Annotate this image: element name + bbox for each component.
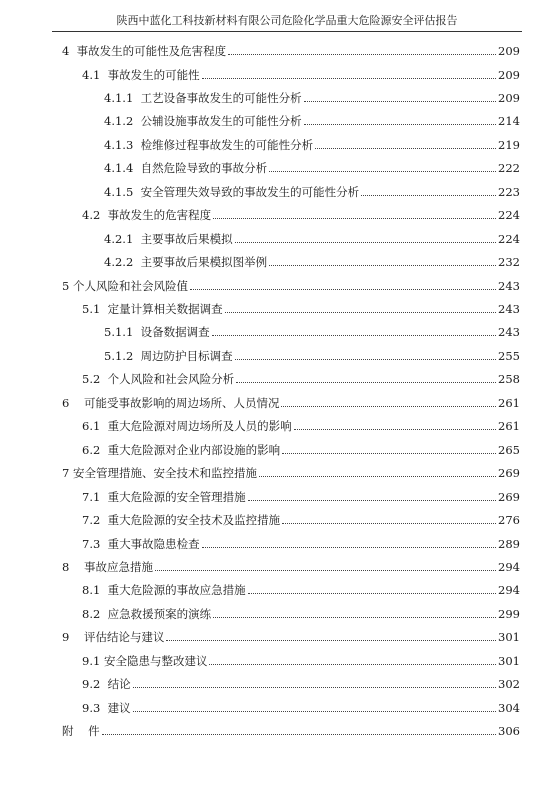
toc-entry-number: 8.1	[82, 583, 101, 598]
toc-entry-number: 附	[62, 724, 74, 738]
toc-entry-page-number: 243	[498, 278, 520, 293]
toc-entry-number: 4.1.2	[104, 114, 134, 129]
toc-entry[interactable]	[82, 653, 520, 669]
toc-entry-page-number: 222	[498, 161, 520, 176]
toc-entry-page-number: 209	[498, 44, 520, 58]
toc-dot-leader	[213, 218, 496, 219]
toc-dot-leader	[228, 54, 496, 55]
toc-entry[interactable]	[82, 301, 520, 317]
toc-entry-title: 应急救援预案的演练	[107, 606, 212, 621]
toc-entry-title: 建议	[107, 700, 131, 715]
toc-entry-number: 5.1	[82, 301, 101, 316]
toc-entry-number: 4.1.1	[104, 90, 134, 105]
toc-entry-title: 件	[88, 724, 100, 738]
toc-entry-spacer	[100, 207, 107, 223]
toc-entry[interactable]	[82, 418, 520, 434]
toc-dot-leader	[225, 312, 496, 313]
toc-entry-title: 检维修过程事故发生的可能性分析	[140, 137, 314, 152]
toc-entry-spacer	[133, 254, 140, 270]
toc-entry-title: 主要事故后果模拟	[140, 231, 233, 246]
toc-dot-leader	[269, 265, 496, 266]
toc-entry[interactable]	[82, 536, 520, 552]
toc-entry-page-number: 209	[498, 67, 520, 82]
toc-entry-spacer	[100, 371, 107, 387]
toc-entry-number: 4.1.3	[104, 137, 134, 152]
toc-entry-title: 自然危险导致的事故分析	[140, 161, 268, 176]
toc-entry-title: 结论	[107, 677, 131, 692]
toc-entry-page-number: 299	[498, 606, 520, 621]
toc-entry-spacer	[100, 536, 107, 552]
toc-entry-title: 事故发生的可能性及危害程度	[76, 44, 227, 58]
toc-entry-page-number: 258	[498, 372, 520, 387]
toc-entry-page-number: 265	[498, 442, 520, 457]
toc-entry[interactable]	[104, 113, 520, 129]
toc-entry-number: 9.2	[82, 677, 101, 692]
toc-entry-page-number: 214	[498, 114, 520, 129]
toc-entry-title: 周边防护目标调查	[140, 348, 233, 363]
toc-entry-page-number: 269	[498, 489, 520, 504]
toc-entry-page-number: 289	[498, 536, 520, 551]
toc-dot-leader	[202, 547, 496, 548]
toc-entry-title: 安全隐患与整改建议	[103, 653, 208, 668]
toc-entry-number: 4.2.1	[104, 231, 134, 246]
toc-entry-title: 事故应急措施	[83, 559, 153, 574]
toc-dot-leader	[259, 476, 496, 477]
toc-dot-leader	[361, 195, 496, 196]
toc-entry-spacer	[100, 489, 107, 505]
toc-entry-number: 7.3	[82, 536, 101, 551]
toc-entry[interactable]	[82, 489, 520, 505]
toc-entry[interactable]	[82, 207, 520, 223]
toc-entry-title: 重大危险源对企业内部设施的影响	[107, 442, 281, 457]
toc-entry-title: 重大危险源的安全技术及监控措施	[107, 513, 281, 527]
toc-entry[interactable]	[104, 231, 520, 247]
toc-entry[interactable]	[104, 160, 520, 176]
toc-entry-number: 7.1	[82, 489, 101, 504]
toc-entry-page-number: 261	[498, 419, 520, 434]
toc-entry-spacer	[69, 43, 76, 59]
toc-entry-title: 重大事故隐患检查	[107, 536, 200, 551]
toc-entry-page-number: 302	[498, 677, 520, 692]
toc-entry-page-number: 243	[498, 301, 520, 316]
toc-dot-leader	[102, 734, 496, 735]
toc-entry-number: 4.2	[82, 208, 101, 223]
toc-entry-page-number: 294	[498, 559, 520, 574]
toc-entry-page-number: 301	[498, 630, 520, 645]
toc-entry-spacer	[133, 90, 140, 106]
toc-entry[interactable]	[62, 395, 520, 411]
toc-entry-number: 4.1.4	[104, 161, 134, 176]
toc-entry-page-number: 301	[498, 653, 520, 668]
toc-entry-number: 8	[62, 559, 70, 574]
toc-entry-number: 5.2	[82, 372, 101, 387]
toc-dot-leader	[212, 335, 496, 336]
toc-entry-spacer	[133, 324, 140, 340]
toc-entry-spacer	[100, 700, 107, 716]
toc-entry[interactable]	[82, 371, 520, 387]
toc-entry-page-number: 223	[498, 184, 520, 199]
toc-entry[interactable]	[82, 700, 520, 716]
toc-entry-spacer	[100, 512, 107, 528]
toc-entry-number: 6.2	[82, 442, 101, 457]
toc-entry-number: 8.2	[82, 606, 101, 621]
toc-dot-leader	[315, 148, 496, 149]
toc-dot-leader	[282, 453, 496, 454]
toc-entry[interactable]	[104, 137, 520, 153]
toc-dot-leader	[269, 171, 496, 172]
toc-entry-page-number: 224	[498, 208, 520, 223]
toc-entry-number: 7.2	[82, 513, 101, 527]
toc-entry[interactable]	[82, 582, 520, 598]
toc-entry-number: 6.1	[82, 419, 101, 434]
toc-entry[interactable]	[104, 254, 520, 270]
toc-entry-title: 重大危险源的安全管理措施	[107, 489, 246, 504]
toc-dot-leader	[236, 382, 496, 383]
toc-entry-page-number: 304	[498, 700, 520, 715]
toc-dot-leader	[202, 78, 496, 79]
toc-entry-number: 9	[62, 630, 70, 645]
toc-entry-page-number: 224	[498, 231, 520, 246]
toc-entry-number: 5.1.1	[104, 325, 134, 340]
toc-dot-leader	[133, 687, 496, 688]
toc-dot-leader	[209, 664, 496, 665]
toc-entry[interactable]	[82, 606, 520, 622]
toc-entry-page-number: 269	[498, 466, 520, 481]
toc-entry-number: 6	[62, 395, 70, 410]
toc-dot-leader	[304, 101, 496, 102]
toc-dot-leader	[213, 617, 496, 618]
toc-entry-spacer	[133, 113, 140, 129]
toc-entry-title: 安全管理措施、安全技术和监控措施	[72, 466, 257, 481]
toc-entry[interactable]	[62, 559, 520, 575]
toc-entry-spacer	[100, 418, 107, 434]
page-header: 陕西中蓝化工科技新材料有限公司危险化学品重大危险源安全评估报告	[116, 14, 458, 27]
toc-dot-leader	[294, 429, 496, 430]
toc-entry-number: 5	[62, 278, 70, 293]
toc-entry-page-number: 219	[498, 137, 520, 152]
toc-entry-spacer	[100, 582, 107, 598]
toc-dot-leader	[281, 406, 496, 407]
toc-entry-number: 7	[62, 466, 70, 481]
toc-entry-title: 工艺设备事故发生的可能性分析	[140, 90, 302, 105]
toc-entry-spacer	[100, 67, 107, 83]
toc-entry-spacer	[133, 348, 140, 364]
toc-entry-title: 定量计算相关数据调查	[107, 301, 223, 316]
toc-dot-leader	[248, 593, 496, 594]
toc-entry-title: 事故发生的危害程度	[107, 208, 212, 223]
toc-entry-spacer	[133, 231, 140, 247]
toc-entry[interactable]	[62, 278, 520, 294]
toc-dot-leader	[282, 523, 496, 524]
toc-dot-leader	[190, 289, 496, 290]
toc-entry-title: 个人风险和社会风险分析	[107, 372, 235, 387]
toc-dot-leader	[235, 242, 496, 243]
toc-entry-spacer	[133, 184, 140, 200]
toc-entry-title: 重大危险源对周边场所及人员的影响	[107, 419, 292, 434]
toc-entry-page-number: 276	[498, 513, 520, 527]
toc-dot-leader	[304, 124, 496, 125]
toc-entry[interactable]	[104, 184, 520, 200]
toc-entry[interactable]	[62, 629, 520, 645]
toc-entry-spacer	[100, 676, 107, 692]
toc-entry-spacer	[133, 137, 140, 153]
toc-entry-spacer	[100, 301, 107, 317]
toc-entry[interactable]	[104, 90, 520, 106]
toc-entry-page-number: 261	[498, 395, 520, 410]
toc-dot-leader	[133, 711, 496, 712]
toc-entry-spacer	[69, 629, 84, 645]
toc-entry-spacer	[69, 559, 84, 575]
toc-dot-leader	[166, 640, 496, 641]
toc-entry-number: 5.1.2	[104, 348, 134, 363]
toc-entry-page-number: 294	[498, 583, 520, 598]
toc-entry-number: 4.2.2	[104, 255, 134, 269]
toc-entry-title: 主要事故后果模拟图举例	[140, 255, 268, 269]
toc-dot-leader	[235, 359, 496, 360]
toc-entry[interactable]	[62, 465, 520, 481]
toc-entry-page-number: 243	[498, 325, 520, 340]
toc-dot-leader	[248, 500, 496, 501]
toc-entry-title: 设备数据调查	[140, 325, 210, 340]
toc-entry-number: 4	[62, 44, 70, 58]
toc-entry-number: 4.1.5	[104, 184, 134, 199]
toc-entry-title: 安全管理失效导致的事故发生的可能性分析	[140, 184, 360, 199]
toc-entry[interactable]	[62, 43, 520, 59]
toc-entry[interactable]	[82, 67, 520, 83]
toc-entry[interactable]	[104, 348, 520, 364]
toc-entry-title: 事故发生的可能性	[107, 67, 200, 82]
toc-entry-title: 可能受事故影响的周边场所、人员情况	[83, 395, 280, 410]
toc-dot-leader	[155, 570, 496, 571]
toc-entry-title: 个人风险和社会风险值	[72, 278, 188, 293]
toc-entry-spacer	[69, 395, 84, 411]
toc-entry-title: 评估结论与建议	[83, 630, 165, 645]
toc-entry-spacer	[133, 160, 140, 176]
toc-entry-page-number: 255	[498, 348, 520, 363]
toc-entry-title: 重大危险源的事故应急措施	[107, 583, 246, 598]
toc-entry-number: 9.3	[82, 700, 101, 715]
toc-entry[interactable]	[82, 676, 520, 692]
toc-entry-page-number: 209	[498, 90, 520, 105]
toc-entry-spacer	[74, 723, 89, 739]
toc-entry-spacer	[100, 442, 107, 458]
toc-entry[interactable]	[82, 442, 520, 458]
toc-entry-title: 公辅设施事故发生的可能性分析	[140, 114, 302, 129]
toc-entry-spacer	[100, 606, 107, 622]
toc-entry[interactable]	[104, 324, 520, 340]
toc-entry-page-number: 232	[498, 255, 520, 269]
toc-entry-number: 4.1	[82, 67, 101, 82]
toc-entry[interactable]	[82, 512, 520, 528]
toc-entry-page-number: 306	[498, 724, 520, 738]
toc-entry-number: 9.1	[82, 653, 101, 668]
toc-entry[interactable]	[62, 723, 520, 739]
